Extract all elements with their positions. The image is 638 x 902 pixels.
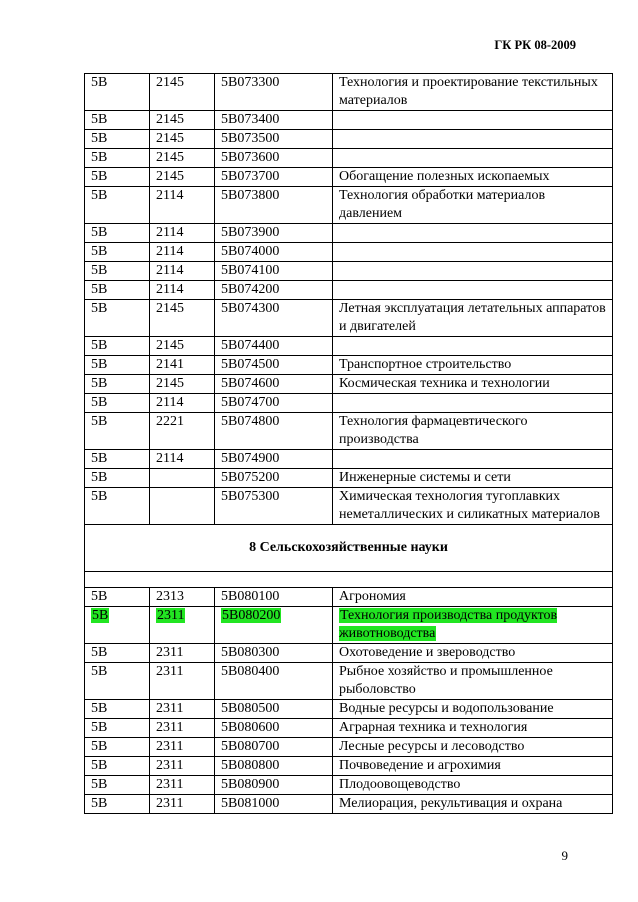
cell-text: 5B [91, 589, 108, 604]
table-row [85, 375, 613, 394]
specialty-code-cell [215, 738, 333, 757]
level-cell [85, 262, 150, 281]
cell-text: 5B074300 [221, 301, 280, 316]
cell-text: 5B074200 [221, 282, 280, 297]
specialty-name-cell [333, 776, 613, 795]
level-cell [85, 644, 150, 663]
code-cell [150, 700, 215, 719]
cell-text: 2221 [156, 414, 184, 429]
cell-text: 2114 [156, 395, 184, 410]
cell-text: 5B [91, 451, 108, 466]
cell-text: 5B074100 [221, 263, 280, 278]
code-cell [150, 243, 215, 262]
table-row [85, 356, 613, 375]
cell-text: 5B [91, 720, 108, 735]
cell-text: 2145 [156, 131, 184, 146]
level-cell [85, 187, 150, 224]
cell-text: 2145 [156, 301, 184, 316]
specialty-name-cell [333, 607, 613, 644]
cell-text: 2114 [156, 188, 184, 203]
specialty-code-cell [215, 757, 333, 776]
cell-text: 2114 [156, 225, 184, 240]
specialty-name-cell [333, 795, 613, 814]
cell-text: Технология производства продуктов животноводства [339, 608, 558, 641]
specialty-code-cell [215, 187, 333, 224]
specialty-code-cell [215, 149, 333, 168]
cell-text: Агрономия [339, 589, 406, 604]
table-row [85, 795, 613, 814]
specialty-code-cell [215, 356, 333, 375]
cell-text: 5B [91, 301, 108, 316]
specialty-name-cell [333, 394, 613, 413]
empty-row [85, 572, 613, 588]
level-cell [85, 488, 150, 525]
cell-text: Обогащение полезных ископаемых [339, 169, 550, 184]
cell-text: 5B [91, 414, 108, 429]
page-number: 9 [561, 848, 568, 863]
cell-text: 2311 [156, 664, 184, 679]
specialty-code-cell [215, 111, 333, 130]
table-row [85, 281, 613, 300]
level-cell [85, 356, 150, 375]
cell-text: Охотоведение и звероводство [339, 645, 516, 660]
cell-text: 5B073800 [221, 188, 280, 203]
specialty-code-cell [215, 74, 333, 111]
specialty-table [84, 73, 613, 814]
specialty-code-cell [215, 243, 333, 262]
cell-text: 5B080700 [221, 739, 280, 754]
cell-text: Транспортное строительство [339, 357, 512, 372]
specialty-name-cell [333, 644, 613, 663]
specialty-name-cell [333, 663, 613, 700]
table-row [85, 738, 613, 757]
code-cell [150, 224, 215, 243]
specialty-code-cell [215, 719, 333, 738]
code-cell [150, 795, 215, 814]
code-cell [150, 149, 215, 168]
cell-text: 5B [91, 169, 108, 184]
cell-text: 2145 [156, 169, 184, 184]
cell-text: Аграрная техника и технология [339, 720, 528, 735]
specialty-code-cell [215, 168, 333, 187]
specialty-code-cell [215, 488, 333, 525]
table-row [85, 663, 613, 700]
cell-text: 5B [91, 131, 108, 146]
specialty-code-cell [215, 700, 333, 719]
cell-text: 5B [91, 739, 108, 754]
cell-text: Инженерные системы и сети [339, 470, 511, 485]
cell-text: 5B080100 [221, 589, 280, 604]
code-cell [150, 262, 215, 281]
specialty-code-cell [215, 337, 333, 356]
level-cell [85, 795, 150, 814]
code-cell [150, 111, 215, 130]
cell-text: 2311 [156, 758, 184, 773]
specialty-code-cell [215, 795, 333, 814]
section-row [85, 525, 613, 572]
cell-text: 2311 [157, 608, 185, 623]
level-cell [85, 776, 150, 795]
cell-text: 5B075300 [221, 489, 280, 504]
level-cell [85, 719, 150, 738]
specialty-code-cell [215, 450, 333, 469]
specialty-code-cell [215, 262, 333, 281]
specialty-name-cell [333, 130, 613, 149]
level-cell [85, 337, 150, 356]
level-cell [85, 394, 150, 413]
cell-text: 5B073600 [221, 150, 280, 165]
specialty-name-cell [333, 356, 613, 375]
code-cell [150, 450, 215, 469]
code-cell [150, 413, 215, 450]
specialty-code-cell [215, 469, 333, 488]
cell-text: 5B075200 [221, 470, 280, 485]
code-cell [150, 394, 215, 413]
specialty-name-cell [333, 700, 613, 719]
specialty-name-cell [333, 262, 613, 281]
specialty-code-cell [215, 394, 333, 413]
cell-text: 5B080800 [221, 758, 280, 773]
table-row [85, 243, 613, 262]
cell-text: 5B073500 [221, 131, 280, 146]
level-cell [85, 168, 150, 187]
specialty-name-cell [333, 224, 613, 243]
cell-text: 5B [92, 608, 109, 623]
cell-text: 2311 [156, 701, 184, 716]
cell-text: 5B [91, 645, 108, 660]
table-row [85, 74, 613, 111]
cell-text: 5B074400 [221, 338, 280, 353]
cell-text: 2114 [156, 244, 184, 259]
cell-text: 5B074800 [221, 414, 280, 429]
table-row [85, 588, 613, 607]
specialty-name-cell [333, 413, 613, 450]
specialty-name-cell [333, 450, 613, 469]
cell-text: 5B080500 [221, 701, 280, 716]
specialty-code-cell [215, 130, 333, 149]
specialty-name-cell [333, 187, 613, 224]
level-cell [85, 588, 150, 607]
code-cell [150, 776, 215, 795]
level-cell [85, 757, 150, 776]
cell-text: 5B080300 [221, 645, 280, 660]
cell-text: 5B [91, 225, 108, 240]
cell-text: 5B080200 [222, 608, 281, 623]
cell-text: 2311 [156, 739, 184, 754]
specialty-name-cell [333, 469, 613, 488]
specialty-code-cell [215, 663, 333, 700]
code-cell [150, 300, 215, 337]
cell-text: 2145 [156, 150, 184, 165]
table-row [85, 168, 613, 187]
cell-text: 2313 [156, 589, 184, 604]
table-row [85, 130, 613, 149]
table-row [85, 450, 613, 469]
level-cell [85, 700, 150, 719]
specialty-name-cell [333, 375, 613, 394]
code-cell [150, 337, 215, 356]
cell-text: 5B [91, 357, 108, 372]
level-cell [85, 281, 150, 300]
code-cell [150, 356, 215, 375]
table-row [85, 262, 613, 281]
cell-text: 5B [91, 758, 108, 773]
specialty-code-cell [215, 607, 333, 644]
document-code: ГК РК 08-2009 [494, 38, 576, 52]
code-cell [150, 738, 215, 757]
cell-text: 5B [91, 664, 108, 679]
cell-text: 5B073700 [221, 169, 280, 184]
level-cell [85, 469, 150, 488]
cell-text: Технология и проектирование текстильных материалов [339, 75, 598, 108]
level-cell [85, 130, 150, 149]
cell-text: 2145 [156, 376, 184, 391]
code-cell [150, 588, 215, 607]
cell-text: 5B [91, 282, 108, 297]
level-cell [85, 663, 150, 700]
table-row [85, 394, 613, 413]
specialty-code-cell [215, 300, 333, 337]
specialty-name-cell [333, 719, 613, 738]
table-row [85, 488, 613, 525]
level-cell [85, 224, 150, 243]
table-row [85, 300, 613, 337]
cell-text: 2114 [156, 282, 184, 297]
cell-text: Мелиорация, рекультивация и охрана [339, 796, 563, 811]
cell-text: 5B074600 [221, 376, 280, 391]
cell-text: Рыбное хозяйство и промышленное рыболовство [339, 664, 553, 697]
level-cell [85, 375, 150, 394]
cell-text: 5B073900 [221, 225, 280, 240]
level-cell [85, 111, 150, 130]
cell-text: 5B074000 [221, 244, 280, 259]
specialty-name-cell [333, 111, 613, 130]
table-row [85, 224, 613, 243]
cell-text: 2114 [156, 263, 184, 278]
code-cell [150, 644, 215, 663]
cell-text: 5B073300 [221, 75, 280, 90]
cell-text: Космическая техника и технологии [339, 376, 550, 391]
specialty-name-cell [333, 588, 613, 607]
cell-text: Летная эксплуатация летательных аппаратов и двигателей [339, 301, 606, 334]
cell-text: 5B [91, 796, 108, 811]
cell-text: Химическая технология тугоплавких неметаллических и силикатных материалов [339, 489, 600, 522]
level-cell [85, 243, 150, 262]
cell-text: 5B [91, 338, 108, 353]
cell-text: 2311 [156, 777, 184, 792]
cell-text: 2145 [156, 112, 184, 127]
table-body-top [85, 74, 613, 525]
cell-text: 5B [91, 263, 108, 278]
level-cell [85, 300, 150, 337]
specialty-code-cell [215, 588, 333, 607]
cell-text: Технология фармацевтического производства [339, 414, 528, 447]
specialty-name-cell [333, 281, 613, 300]
cell-text: 5B [91, 112, 108, 127]
cell-text: 2114 [156, 451, 184, 466]
cell-text: 5B080400 [221, 664, 280, 679]
level-cell [85, 607, 150, 644]
cell-text: 5B074700 [221, 395, 280, 410]
level-cell [85, 450, 150, 469]
code-cell [150, 757, 215, 776]
cell-text: 5B081000 [221, 796, 280, 811]
specialty-name-cell [333, 738, 613, 757]
code-cell [150, 607, 215, 644]
level-cell [85, 74, 150, 111]
cell-text: 2141 [156, 357, 184, 372]
code-cell [150, 281, 215, 300]
level-cell [85, 149, 150, 168]
table-row [85, 607, 613, 644]
table-row [85, 149, 613, 168]
section-title: 8 Сельскохозяйственные науки [85, 525, 613, 572]
specialty-name-cell [333, 488, 613, 525]
cell-text: 5B074500 [221, 357, 280, 372]
specialty-name-cell [333, 300, 613, 337]
cell-text: 5B [91, 244, 108, 259]
cell-text: 2145 [156, 75, 184, 90]
specialty-code-cell [215, 375, 333, 394]
code-cell [150, 187, 215, 224]
cell-text: 5B [91, 188, 108, 203]
level-cell [85, 738, 150, 757]
table-row [85, 413, 613, 450]
cell-text: 5B [91, 150, 108, 165]
specialty-code-cell [215, 776, 333, 795]
code-cell [150, 719, 215, 738]
cell-text: 5B [91, 470, 108, 485]
section-block [85, 525, 613, 588]
cell-text: 5B080900 [221, 777, 280, 792]
cell-text: 2311 [156, 796, 184, 811]
table-row [85, 469, 613, 488]
specialty-code-cell [215, 281, 333, 300]
table-row [85, 337, 613, 356]
specialty-name-cell [333, 168, 613, 187]
cell-text: 5B [91, 701, 108, 716]
specialty-code-cell [215, 644, 333, 663]
cell-text: 2311 [156, 645, 184, 660]
code-cell [150, 663, 215, 700]
cell-text: 5B [91, 489, 108, 504]
cell-text: Технология обработки материалов давлением [339, 188, 546, 221]
specialty-name-cell [333, 757, 613, 776]
code-cell [150, 469, 215, 488]
specialty-name-cell [333, 149, 613, 168]
table-row [85, 700, 613, 719]
cell-text: 5B [91, 395, 108, 410]
cell-text: 5B080600 [221, 720, 280, 735]
cell-text: Водные ресурсы и водопользование [339, 701, 554, 716]
cell-text: 5B [91, 75, 108, 90]
cell-text: Лесные ресурсы и лесоводство [339, 739, 525, 754]
specialty-name-cell [333, 243, 613, 262]
table-row [85, 757, 613, 776]
cell-text: 5B073400 [221, 112, 280, 127]
table-row [85, 644, 613, 663]
cell-text: 5B [91, 376, 108, 391]
specialty-code-cell [215, 224, 333, 243]
cell-text: 2145 [156, 338, 184, 353]
code-cell [150, 488, 215, 525]
specialty-name-cell [333, 74, 613, 111]
specialty-code-cell [215, 413, 333, 450]
specialty-name-cell [333, 337, 613, 356]
table-row [85, 187, 613, 224]
cell-text: 5B074900 [221, 451, 280, 466]
cell-text: 2311 [156, 720, 184, 735]
table-row [85, 111, 613, 130]
table-row [85, 719, 613, 738]
code-cell [150, 130, 215, 149]
code-cell [150, 168, 215, 187]
level-cell [85, 413, 150, 450]
table-row [85, 776, 613, 795]
table-body-bottom [85, 588, 613, 814]
cell-text: Почвоведение и агрохимия [339, 758, 501, 773]
cell-text: Плодоовощеводство [339, 777, 461, 792]
code-cell [150, 375, 215, 394]
code-cell [150, 74, 215, 111]
cell-text: 5B [91, 777, 108, 792]
